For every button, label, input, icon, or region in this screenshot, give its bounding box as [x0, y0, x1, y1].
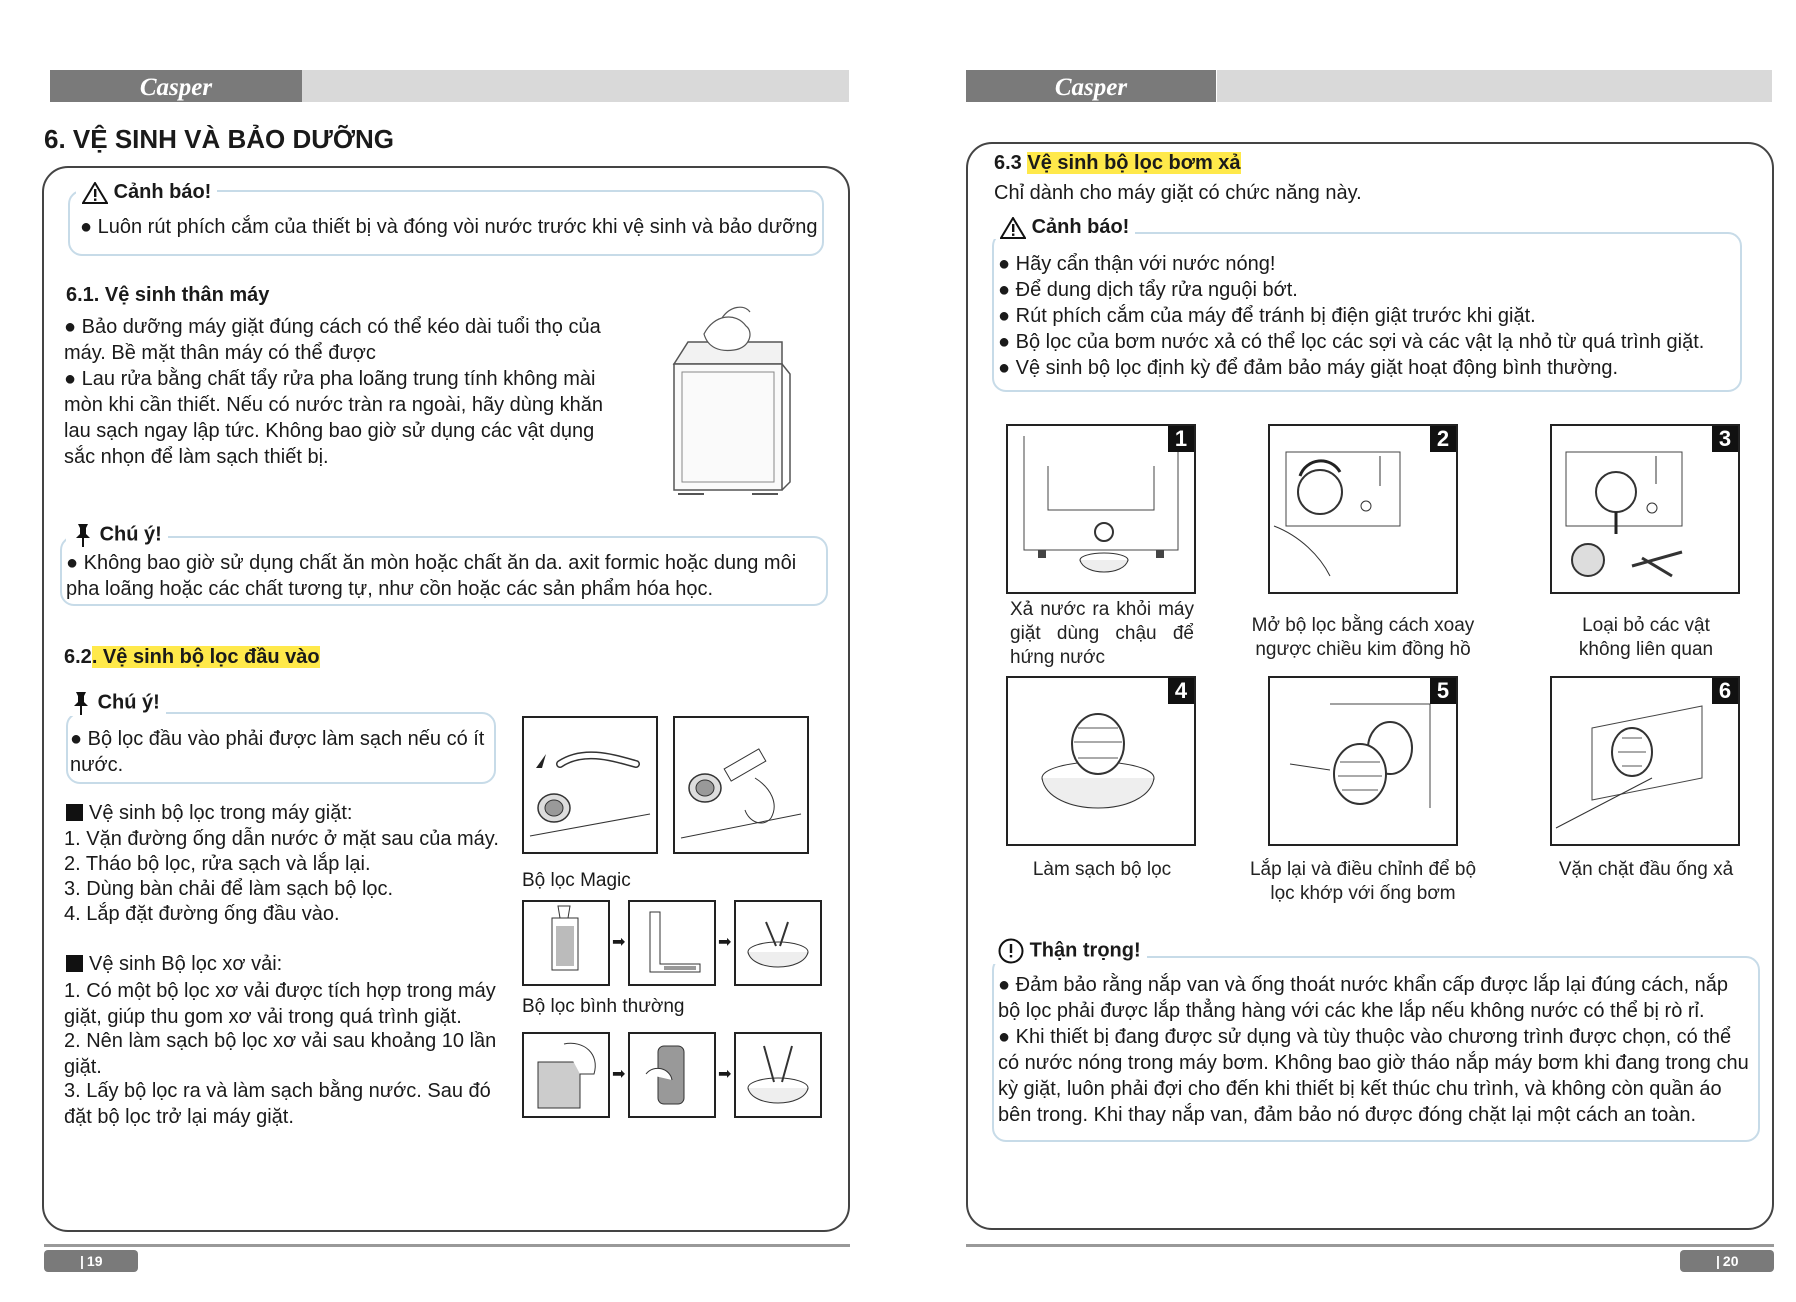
- step-caption: Loại bỏ các vật không liên quan: [1578, 615, 1714, 660]
- step-caption: Mở bộ lọc bằng cách xoay ngược chiều kim đồng hồ: [1251, 615, 1475, 660]
- arrow-right-icon: ➡: [718, 1066, 732, 1083]
- step-image-2: [1268, 424, 1458, 594]
- right-header-brand: Casper: [966, 70, 1216, 102]
- drain-basin-illustration: [1008, 426, 1194, 592]
- lint-heading: [66, 951, 282, 977]
- tighten-cap-illustration: [1552, 678, 1738, 844]
- filter-removed-illustration: [1552, 426, 1738, 592]
- inlet-hose-image: [522, 716, 658, 854]
- note-title-2: [64, 690, 166, 716]
- warning-icon: [1000, 217, 1026, 239]
- bullet-square: [66, 955, 83, 972]
- page-title: 6. VỆ SINH VÀ BẢO DƯỠNG: [44, 124, 395, 154]
- pushpin-icon: [70, 690, 92, 716]
- note-title-text: Chú ý!: [99, 523, 162, 546]
- page-number-divider: |: [1716, 1253, 1720, 1269]
- section-6-2-label: . Vệ sinh bộ lọc đầu vào: [91, 646, 320, 668]
- warning-icon: [82, 182, 108, 204]
- inlet-hose-illustration: [524, 718, 656, 852]
- brush-cleaning-illustration: [675, 718, 807, 852]
- page-number: 20: [1722, 1253, 1739, 1269]
- caution-para-2: ● Khi thiết bị đang được sử dụng và tùy thuộc vào chương trình được chọn, có thể có nước nóng trong máy bơm. Không bao giờ tháo nắp máy bơm khi đang trong chu kỳ giặt, luôn phải đợi cho đến khi thiết bị kết thúc chu trình, và không còn quần áo bên trong. Khi thay nắp van, đảm bảo nó được đóng chặt lại một cách an toàn.: [998, 1026, 1749, 1126]
- magic-filter-image-3: [734, 900, 822, 986]
- section-6-2-title: [64, 644, 320, 670]
- warning-title: [76, 181, 217, 204]
- inlet-step: 4. Lắp đặt đường ống đầu vào.: [64, 903, 340, 925]
- normal-filter-image-2: [628, 1032, 716, 1118]
- note-text: ● Không bao giờ sử dụng chất ăn mòn hoặc chất ăn da. axit formic hoặc dung môi pha loãng hoặc các chất tương tự, như cồn hoặc các sản phẩm hóa học.: [66, 552, 797, 600]
- lint-filter-remove-illustration: [524, 1034, 608, 1116]
- washing-basin-illustration: [736, 902, 820, 984]
- step-image-6: [1550, 676, 1740, 846]
- rinse-basin-illustration: [736, 1034, 820, 1116]
- normal-filter-image-1: [522, 1032, 610, 1118]
- inlet-step: 3. Dùng bàn chải để làm sạch bộ lọc.: [64, 878, 394, 900]
- inlet-step: 1. Vặn đường ống dẫn nước ở mặt sau của máy.: [64, 828, 499, 850]
- section-6-1-title: 6.1. Vệ sinh thân máy: [66, 284, 270, 306]
- section-6-1-para2: ● Lau rửa bằng chất tẩy rửa pha loãng trung tính không mài mòn khi cần thiết. Nếu có nước tràn ra ngoài, hãy dùng khăn lau sạch ngay lập tức. Không bao giờ sử dụng các vật dụng sắc nhọn để làm sạch thiết bị.: [64, 368, 604, 468]
- inlet-heading: [66, 800, 352, 826]
- section-6-2-number: 6.2: [64, 646, 92, 668]
- page-number: 19: [86, 1253, 103, 1269]
- step-caption: Lắp lại và điều chỉnh để bộ lọc khớp với ống bơm: [1249, 859, 1477, 904]
- section-6-3-title: [994, 150, 1241, 176]
- magic-filter-caption: Bộ lọc Magic: [522, 870, 631, 891]
- inlet-step: 2. Tháo bộ lọc, rửa sạch và lắp lại.: [64, 853, 371, 875]
- warning-title-text: Cảnh báo!: [113, 181, 212, 203]
- step-number: 3: [1712, 426, 1738, 452]
- note-title-2-text: Chú ý!: [97, 691, 160, 714]
- lint-step: 1. Có một bộ lọc xơ vải được tích hợp trong máy giặt, giúp thu gom xơ vải trong quá trình giặt.: [64, 980, 496, 1028]
- arrow-right-icon: ➡: [612, 1066, 626, 1083]
- normal-filter-image-3: [734, 1032, 822, 1118]
- section-6-3-number: 6.3: [994, 152, 1022, 174]
- inlet-heading-text: Vệ sinh bộ lọc trong máy giặt:: [89, 802, 353, 824]
- lint-filter-open-illustration: [630, 902, 714, 984]
- page-number-badge: [44, 1250, 138, 1272]
- caution-title: [992, 938, 1147, 964]
- note-2-text: ● Bộ lọc đầu vào phải được làm sạch nếu có ít nước.: [70, 728, 485, 776]
- warning-item: ● Vệ sinh bộ lọc định kỳ để đảm bảo máy giặt hoạt động bình thường.: [998, 357, 1619, 379]
- note-title: [66, 522, 168, 548]
- lint-step: 3. Lấy bộ lọc ra và làm sạch bằng nước. Sau đó đặt bộ lọc trở lại máy giặt.: [64, 1080, 491, 1128]
- bullet-square: [66, 804, 83, 821]
- warning-item: ● Hãy cẩn thận với nước nóng!: [998, 253, 1276, 275]
- right-footer-line: [966, 1244, 1774, 1247]
- warning-item: ● Bộ lọc của bơm nước xả có thể lọc các sợi và các vật lạ nhỏ từ quá trình giặt.: [998, 331, 1705, 353]
- step-image-3: [1550, 424, 1740, 594]
- pushpin-icon: [72, 522, 94, 548]
- step-caption: Xả nước ra khỏi máy giặt dùng chậu để hứng nước: [1010, 599, 1194, 668]
- refit-filter-illustration: [1270, 678, 1456, 844]
- arrow-right-icon: ➡: [612, 934, 626, 951]
- lint-step: 2. Nên làm sạch bộ lọc xơ vải sau khoảng 10 lần giặt.: [64, 1030, 497, 1078]
- magic-filter-image-1: [522, 900, 610, 986]
- step-image-1: [1006, 424, 1196, 594]
- step-number: 6: [1712, 678, 1738, 704]
- page-number-divider: |: [80, 1253, 84, 1269]
- warning-title-right: [994, 216, 1135, 239]
- page-number-badge: [1680, 1250, 1774, 1272]
- lint-filter-hand-illustration: [630, 1034, 714, 1116]
- clean-filter-illustration: [1008, 678, 1194, 844]
- section-6-1-para1: ● Bảo dưỡng máy giặt đúng cách có thể kéo dài tuổi thọ của máy. Bề mặt thân máy có thể được: [64, 316, 601, 364]
- left-header-bar: [302, 70, 849, 102]
- normal-filter-caption: Bộ lọc bình thường: [522, 996, 685, 1017]
- left-header-brand: Casper: [50, 70, 302, 102]
- arrow-right-icon: ➡: [718, 934, 732, 951]
- caution-para-1: ● Đảm bảo rằng nắp van và ống thoát nước khẩn cấp được lắp lại đúng cách, nắp bộ lọc phải được lắp thẳng hàng với các khe lắp nếu không nước có thể bị rò rỉ.: [998, 974, 1728, 1022]
- warning-text: ● Luôn rút phích cắm của thiết bị và đóng vòi nước trước khi vệ sinh và bảo dưỡng: [80, 216, 818, 238]
- step-image-4: [1006, 676, 1196, 846]
- step-caption: Làm sạch bộ lọc: [1032, 859, 1172, 880]
- section-6-3-label: Vệ sinh bộ lọc bơm xả: [1027, 152, 1241, 174]
- washing-machine-illustration: [664, 304, 794, 500]
- lint-heading-text: Vệ sinh Bộ lọc xơ vải:: [89, 953, 283, 975]
- warning-title-right-text: Cảnh báo!: [1031, 216, 1130, 238]
- step-number: 2: [1430, 426, 1456, 452]
- section-6-3-subtitle: Chỉ dành cho máy giặt có chức năng này.: [994, 182, 1362, 204]
- inlet-brush-image: [673, 716, 809, 854]
- magic-filter-image-2: [628, 900, 716, 986]
- right-header-bar: [1217, 70, 1772, 102]
- step-number: 4: [1168, 678, 1194, 704]
- step-number: 5: [1430, 678, 1456, 704]
- warning-item: ● Để dung dịch tẩy rửa nguội bớt.: [998, 279, 1298, 301]
- filter-rotate-illustration: [1270, 426, 1456, 592]
- step-image-5: [1268, 676, 1458, 846]
- caution-title-text: Thận trọng!: [1029, 939, 1141, 962]
- exclamation-circle-icon: [998, 938, 1024, 964]
- step-caption: Vặn chặt đầu ống xả: [1558, 859, 1734, 880]
- lint-filter-illustration: [524, 902, 608, 984]
- left-footer-line: [44, 1244, 850, 1247]
- warning-item: ● Rút phích cắm của máy để tránh bị điện giật trước khi giặt.: [998, 305, 1536, 327]
- step-number: 1: [1168, 426, 1194, 452]
